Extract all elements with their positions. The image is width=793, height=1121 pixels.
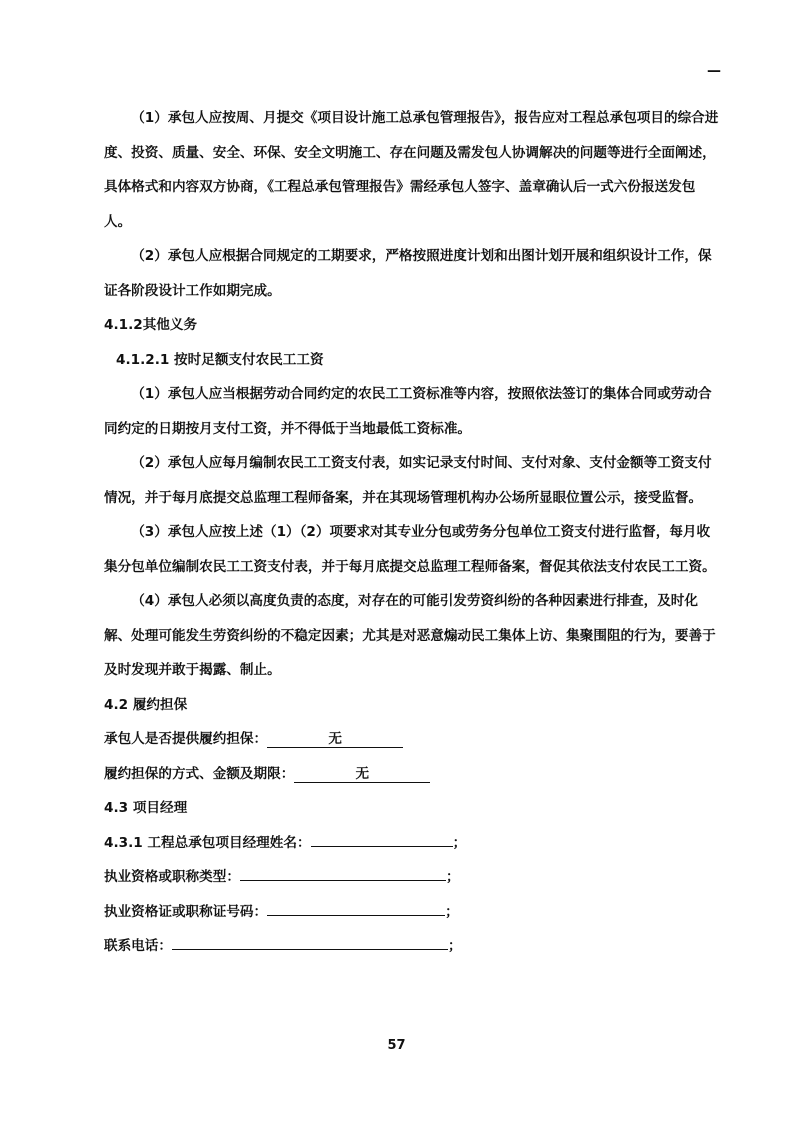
field-blank-manager-name[interactable] [311, 846, 453, 847]
field-label-certificate-number: 执业资格证或职称证号码： [104, 903, 268, 920]
field-value-guarantee-terms[interactable]: 无 [294, 766, 430, 783]
field-row-qualification-type [104, 860, 720, 895]
paragraph-wage-standard: （1）承包人应当根据劳动合同约定的农民工工资标准等内容，按照依法签订的集体合同或劳动合同约定的日期按月支付工资，并不得低于当地最低工资标准。 [104, 386, 712, 437]
field-label-manager-name: 4.3.1 工程总承包项目经理姓名： [104, 834, 311, 851]
paragraph-wage-table: （2）承包人应每月编制农民工工资支付表，如实记录支付时间、支付对象、支付金额等工资支付情况，并于每月底提交总监理工程师备案，并在其现场管理机构办公场所显眼位置公示，接受监督。 [104, 455, 712, 506]
field-row-guarantee-terms [104, 757, 720, 792]
paragraph-subcontract-supervision: （3）承包人应按上述（1）（2）项要求对其专业分包或劳务分包单位工资支付进行监督，每月收集分包单位编制农民工工资支付表，并于每月底提交总监理工程师备案，督促其依法支付农民工工资。 [104, 524, 716, 575]
heading-4-1-2-1: 4.1.2.1 按时足额支付农民工工资 [116, 351, 324, 368]
field-label-qualification-type: 执业资格或职称类型： [104, 869, 240, 885]
field-blank-contact-phone[interactable] [172, 949, 448, 950]
corner-mark: — [707, 63, 721, 79]
field-row-guarantee-provided [104, 722, 720, 757]
field-value-guarantee-provided[interactable]: 无 [267, 731, 403, 748]
paragraph-schedule-requirement: （2）承包人应根据合同规定的工期要求，严格按照进度计划和出图计划开展和组织设计工作，保证各阶段设计工作如期完成。 [104, 248, 712, 299]
field-row-certificate-number [104, 895, 720, 930]
field-label-guarantee-provided: 承包人是否提供履约担保： [104, 731, 268, 747]
page-number: 57 [387, 1038, 406, 1053]
field-blank-qualification-type[interactable] [240, 880, 446, 881]
heading-4-1-2: 4.1.2其他义务 [104, 317, 198, 333]
paragraph-labor-dispute: （4）承包人必须以高度负责的态度，对存在的可能引发劳资纠纷的各种因素进行排查，及时化解、处理可能发生劳资纠纷的不稳定因素；尤其是对恶意煽动民工集体上访、集聚围阻的行为，要善于及时发现并敢于揭露、制止。 [104, 593, 716, 678]
field-terminator: ； [445, 869, 460, 885]
field-terminator: ； [445, 903, 459, 920]
field-blank-certificate-number[interactable] [267, 915, 445, 916]
document-body [104, 101, 720, 964]
field-terminator: ； [452, 834, 467, 851]
field-row-contact-phone [104, 929, 720, 964]
heading-4-3: 4.3 项目经理 [104, 800, 188, 816]
field-label-guarantee-terms: 履约担保的方式、金额及期限： [104, 765, 295, 782]
heading-4-2: 4.2 履约担保 [104, 696, 188, 713]
field-label-contact-phone: 联系电话： [104, 938, 172, 954]
field-row-manager-name [104, 826, 720, 861]
paragraph-report-submission: （1）承包人应按周、月提交《项目设计施工总承包管理报告》，报告应对工程总承包项目的综合进度、投资、质量、安全、环保、安全文明施工、存在问题及需发包人协调解决的问题等进行全面阐述，具体格式和内容双方协商，《工程总承包管理报告》需经承包人签字、盖章确认后一式六份报送发包人。 [104, 110, 719, 230]
field-terminator: ； [447, 938, 462, 954]
